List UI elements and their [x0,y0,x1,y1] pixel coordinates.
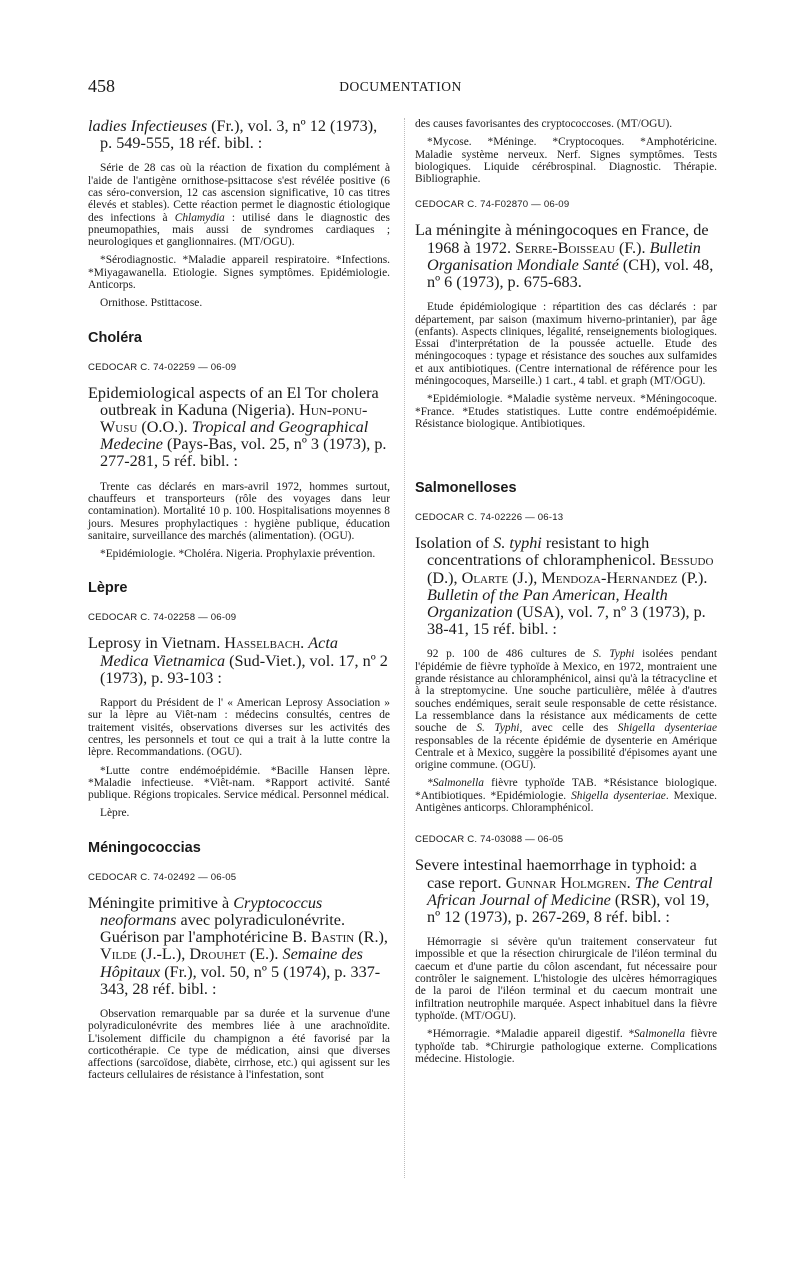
entry-abstract: Trente cas déclarés en mars-avril 1972, hommes surtout, chauffeurs et transporteurs (rôle des voyages dans leur contamination). Mortalité 10 p. 100. Hospitalisations moyennes 8 jours. Mesures prophylactiques : hygiène publique, éducation sanitaire, surveillance des marchés (alimentation). (OGU). [88,480,390,542]
entry-lepre [88,612,390,819]
entry-reference: CEDOCAR C. 74-02258 — 06-09 [88,612,237,624]
entry-abstract: Série de 28 cas où la réaction de fixation du complément à l'aide de l'antigène ornithose-psittacose s'est révélée positive (6 cas séro-conversion, 12 cas ascension significative, 10 cas titres élevés et stables). Cette réaction permet le diagnostic étiologique des infections à Chlamydia : utilisé dans le diagnostic des pneumopathies, mais aussi de syndromes cardiaques ; neurologiques et ganglionnaires. (MT/OGU). [88,162,390,249]
entry-abstract: Hémorragie si sévère qu'un traitement conservateur fut impossible et que la résection chirurgicale de l'iléon terminal du caecum et d'une partie du côlon ascendant, fut nécessaire pour contrôler le saignement. L'histologie des ulcères hémorragiques de la paroi de l'iléon terminal et du caecum montrait une infiltration neutrophile marquée. Aspect inhabituel dans la fièvre typhoïde. (MT/OGU). [415,936,717,1022]
entry-typhoid-haemorrhage [415,834,717,1065]
entry-meningite-cryptococcus-continued [415,118,717,185]
entry-abstract: Observation remarquable par sa durée et la survenue d'une polyradiculonévrite des membres liée à une arachnoïdite. L'isolement difficile du champignon a été favorisé par la corticothérapie. Ce type de médication, ainsi que diverses affections (sarcoïdose, diabète, cirrhose, etc.) qui agissent sur les facteurs cellulaires de résistance à l'infestation, sont [88,1007,390,1082]
running-head: DOCUMENTATION [339,79,462,94]
page-header [88,76,713,102]
entry-reference: CEDOCAR C. 74-02259 — 06-09 [88,361,237,373]
entry-abstract: Etude épidémiologique : répartition des cas déclarés : par département, par saison (maximum hiverno-printanier), par âge (enfants). Aspects cliniques, légalité, renseignements biologiques. Essai d'interprétation de la poussée actuelle. Etude des méningocoques : typage et résistance des souches aux sulfamides et aux antibiotiques. (Centre international de référence pour les méningocoques, Marseille.) 1 cart., 4 tabl. et graph (MT/OGU). [415,301,717,388]
entry-keywords: *Salmonella fièvre typhoïde TAB. *Résistance biologique. *Antibiotiques. *Epidémiologie. Shigella dysenteriae. Mexique. Antigènes anticorps. Chloramphénicol. [415,777,717,815]
entry-keywords: *Mycose. *Méninge. *Cryptocoques. *Amphotéricine. Maladie système nerveux. Nerf. Signes symptômes. Tests biologiques. Liquide cérébrospinal. Diagnostic. Thérapie. Bibliographie. [415,136,717,186]
entry-title: Isolation of S. typhi resistant to high concentrations of chloramphenicol. Bessudo (D.), Olarte (J.), Mendoza-Hernandez (P.). Bulletin of the Pan American, Health Organization (USA), vol. 7, nº 3 (1973), p. 38-41, 15 réf. bibl. : [415,534,714,639]
section-heading-meningococcias: Méningococcias [88,839,201,856]
entry-keywords: *Sérodiagnostic. *Maladie appareil respiratoire. *Infections. *Miyagawanella. Etiologie. Signes symptômes. Epidémiologie. Anticorps. [88,254,390,292]
entry-reference: CEDOCAR C. 74-03088 — 06-05 [415,834,564,846]
entry-keywords: *Epidémiologie. *Maladie système nerveux. *Méningocoque. *France. *Etudes statistiques. Lutte contre endémoépidémie. Résistance biologique. Antibiotiques. [415,393,717,430]
entry-tail: Ornithose. Pstittacose. [100,297,203,310]
section-heading-cholera: Choléra [88,329,142,346]
page-number: 458 [88,76,115,96]
entry-title: Méningite primitive à Cryptococcus neoformans avec polyradiculonévrite. Guérison par l'amphotéricine B. Bastin (R.), Vilde (J.-L.), Drouhet (E.). Semaine des Hôpitaux (Fr.), vol. 50, nº 5 (1974), p. 337-343, 28 réf. bibl. : [88,893,388,998]
entry-tail: Lèpre. [100,807,130,820]
entry-title: La méningite à méningocoques en France, de 1968 à 1972. Serre-Boisseau (F.). Bulletin Organisation Mondiale Santé (CH), vol. 48, nº 6 (1973), p. 675-683. [415,221,714,292]
section-heading-lepre: Lèpre [88,580,128,597]
entry-meningite-cryptococcus [88,872,390,1082]
entry-reference: CEDOCAR C. 74-F02870 — 06-09 [415,199,570,211]
entry-abstract-continued: des causes favorisantes des cryptococcoses. (MT/OGU). [415,118,673,130]
entry-title: ladies Infectieuses (Fr.), vol. 3, nº 12 (1973), p. 549-555, 18 réf. bibl. : [88,117,378,153]
entry-reference: CEDOCAR C. 74-02492 — 06-05 [88,871,237,883]
entry-keywords: *Epidémiologie. *Choléra. Nigeria. Prophylaxie prévention. [100,548,376,561]
entry-reference: CEDOCAR C. 74-02226 — 06-13 [415,512,564,524]
entry-meningite-meningocoques [415,199,717,430]
left-column [88,118,390,1088]
entry-keywords: *Hémorragie. *Maladie appareil digestif. *Salmonella fièvre typhoïde tab. *Chirurgie pathologique externe. Complications médecine. Histologie. [415,1028,718,1065]
entry-abstract: 92 p. 100 de 486 cultures de S. Typhi isolées pendant l'épidémie de fièvre typhoïde à Mexico, en 1972, montraient une grande résistance au chloramphénicol, ainsi qu'à la tétracycline et à la streptomycine. Une souche particulière, mêlée à d'autres souches endémiques, serait seule responsable de cette résistance. La ressemblance dans la résistance aux médicaments de cette souche de S. Typhi, avec celle des Shigella dysenteriae responsables de la récente épidémie de dysenterie en Amérique Centrale et à Mexico, suggère la possibilité d'épisomes ayant une origine commune. (OGU). [415,648,718,772]
right-column [415,118,717,1071]
entry-ornithose [88,118,390,310]
entry-cholera [88,362,390,561]
section-heading-salmonelloses: Salmonelloses [415,480,517,497]
entry-title: Severe intestinal haemorrhage in typhoid: a case report. Gunnar Holmgren. The Central African Journal of Medicine (RSR), vol 19, nº 12 (1973), p. 267-269, 8 réf. bibl. : [415,856,713,926]
entry-title: Epidemiological aspects of an El Tor cholera outbreak in Kaduna (Nigeria). Hun-ponu-Wusu (O.O.). Tropical and Geographical Medecine (Pays-Bas, vol. 25, nº 3 (1973), p. 277-281, 5 réf. bibl. : [88,383,387,471]
entry-salmonella-typhi [415,512,717,814]
entry-keywords: *Lutte contre endémoépidémie. *Bacille Hansen lèpre. *Maladie infectieuse. *Viêt-nam. *Rapport activité. Santé publique. Régions tropicales. Service médical. Personnel médical. [88,764,390,802]
entry-title: Leprosy in Vietnam. Hasselbach. Acta Medica Vietnamica (Sud-Viet.), vol. 17, nº 2 (1973), p. 93-103 : [88,634,388,687]
column-divider [404,118,405,1178]
entry-abstract: Rapport du Président de l' « American Leprosy Association » sur la lèpre au Viêt-nam : médecins consultés, centres de traitement visités, observations diverses sur les activités des centres, les personnels et tout ce qui a trait à la lutte contre la lèpre. Recommandations. (OGU). [88,697,390,759]
